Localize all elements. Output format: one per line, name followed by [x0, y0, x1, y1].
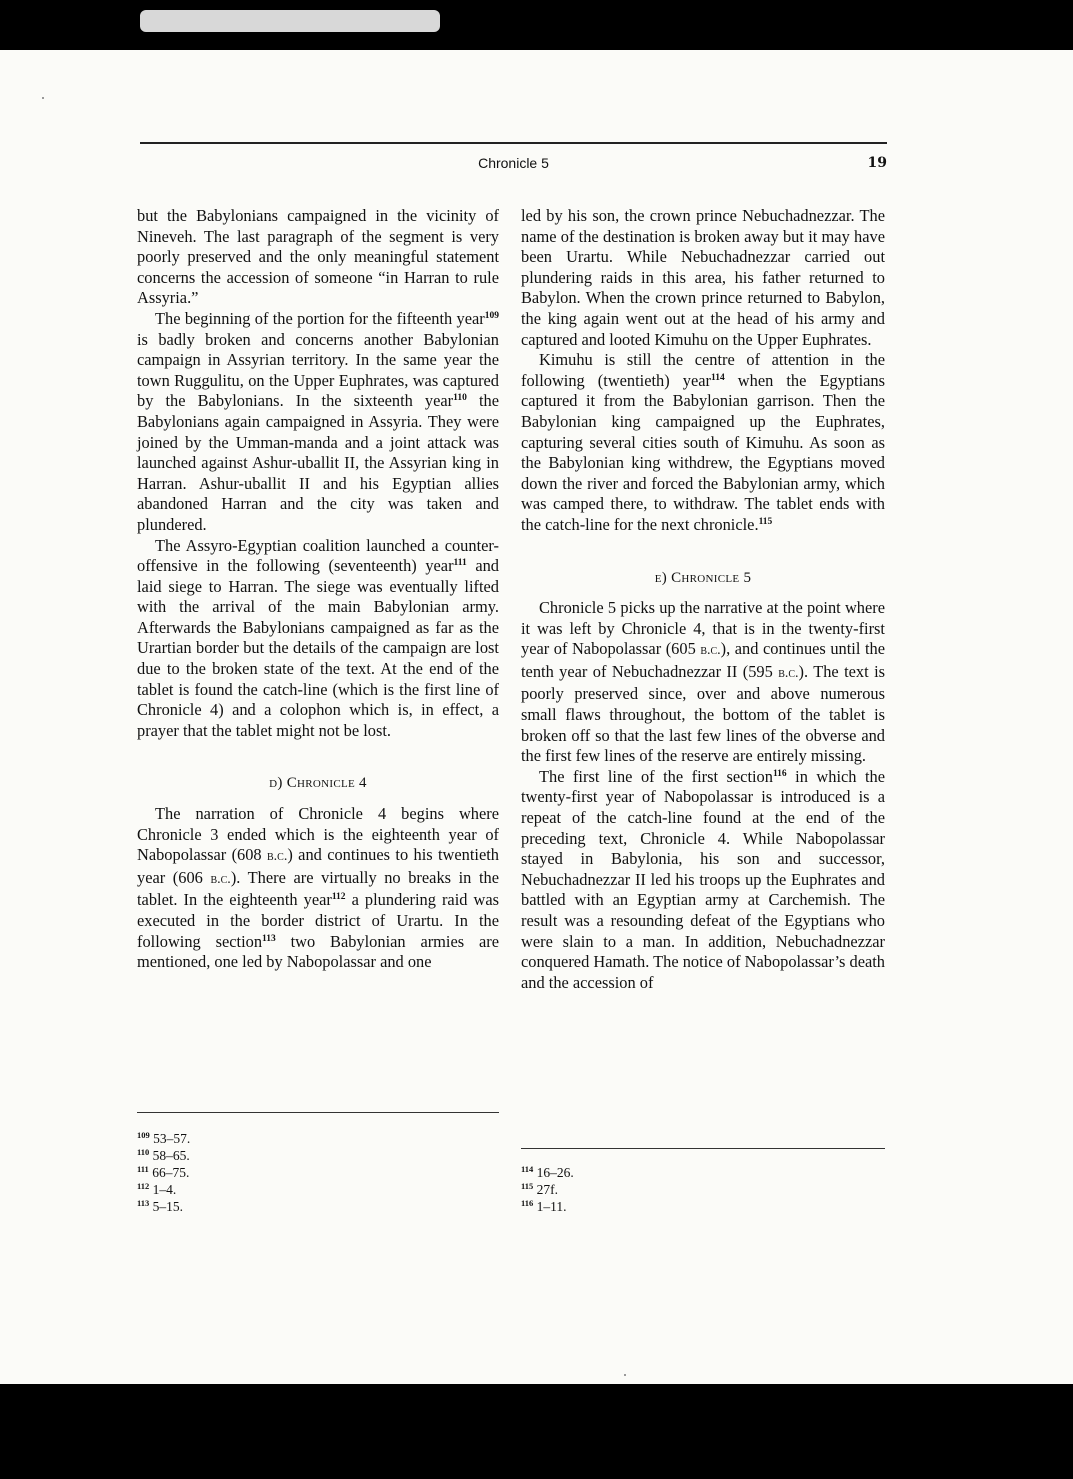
scan-border-top [0, 0, 1073, 50]
footnote: $^{114}$ 16–26. [521, 1164, 574, 1180]
footnote: $^{111}$ 66–75. [137, 1164, 190, 1180]
running-title: Chronicle 5 [478, 155, 549, 171]
section-heading: e) Chronicle 5 [654, 569, 752, 586]
running-header [140, 155, 887, 175]
footnotes-right [521, 1164, 574, 1215]
footnote-rule [137, 1112, 499, 1113]
footnote-ref: 116 [772, 768, 787, 779]
paragraph: led by his son, the crown prince Nebuchadnezzar. The name of the destination is broken away but it may have been Urartu. While Nebuchadnezzar carried out plundering raids in this area, his father returned to Babylon. When the crown prince returned to Babylon, the king again went out at the head of his army and captured and looted Kimuhu on the Upper Euphrates. [521, 206, 885, 349]
footnote: $^{112}$ 1–4. [137, 1181, 177, 1197]
paragraph: The narration of Chronicle 4 begins where Chronicle 3 ended which is the eighteenth year of Nabopolassar (608 b.c.) and continues to his twentieth year (606 b.c.). There are virtually no breaks in the tablet. In the eighteenth year$^{112}$ a plundering raid was executed in the border district of Urartu. In the following section$^{113}$ two Babylonian armies are mentioned, one led by Nabopolassar and one [137, 804, 499, 972]
paragraph: The Assyro-Egyptian coalition launched a counter-offensive in the following (seventeenth) year$^{111}$ and laid siege to Harran. The siege was eventually lifted with the arrival of the main Babylonian army. Afterwards the Babylonians campaigned as far as the Urartian border but the details of the campaign are lost due to the broken state of the text. At the end of the tablet is found the catch-line (which is the first line of Chronicle 4) and a colophon which is, in effect, a prayer that the tablet might not be lost. [137, 535, 499, 740]
footnote: $^{110}$ 58–65. [137, 1147, 190, 1163]
footnote: $^{116}$ 1–11. [521, 1198, 567, 1214]
footnote-ref: 111 [453, 558, 467, 569]
paragraph: Kimuhu is still the centre of attention in the following (twentieth) year$^{114}$ when the Egyptians captured it from the Babylonian garrison. Then the Babylonian king campaigned up the Euphrates, capturing several cities south of Kimuhu. As soon as the Babylonian king withdrew, the Egyptians moved down the river and forced the Babylonian army, which was camped there, to withdraw. The tablet ends with the catch-line for the next chronicle.$^{115}$ [521, 350, 885, 534]
scan-border-bottom [0, 1384, 1073, 1479]
scan-artifact [140, 10, 440, 32]
left-column [137, 206, 499, 973]
scan-speck [42, 97, 44, 99]
footnote-rule [521, 1148, 885, 1149]
footnote-ref: 112 [331, 892, 346, 903]
section-heading: d) Chronicle 4 [269, 775, 367, 792]
footnote: $^{115}$ 27f. [521, 1181, 559, 1197]
footnotes-left [137, 1130, 190, 1215]
paragraph: but the Babylonians campaigned in the vicinity of Nineveh. The last paragraph of the segment is very poorly preserved and the only meaningful statement concerns the accession of someone “in Harran to rule Assyria.” [137, 206, 499, 308]
footnote-ref: 115 [758, 516, 773, 527]
right-column [521, 206, 885, 993]
footnote-ref: 110 [453, 393, 467, 404]
paragraph: Chronicle 5 picks up the narrative at the point where it was left by Chronicle 4, that is in the twenty-first year of Nabopolassar (605 b.c.), and continues until the tenth year of Nebuchadnezzar II (595 b.c.). The text is poorly preserved since, over and above numerous small flaws throughout, the bottom of the tablet is broken off so that the last few lines of the obverse and the first few lines of the reserve are entirely missing. [521, 598, 886, 766]
paragraph: The beginning of the portion for the fifteenth year$^{109}$ is badly broken and concerns another Babylonian campaign in Assyrian territory. In the same year the town Ruggulitu, on the Upper Euphrates, was captured by the Babylonians. In the sixteenth year$^{110}$ the Babylonians again campaigned in Assyria. They were joined by the Umman-manda and a joint attack was launched against Ashur-uballit II, the Assyrian king in Harran. Ashur-uballit II and his Egyptian allies abandoned Harran and the city was taken and plundered. [137, 308, 500, 534]
paragraph: The first line of the first section$^{116}$ in which the twenty-first year of Nabopolassar is introduced is a repeat of the catch-line found at the end of the preceding text, Chronicle 4. While Nabopolassar stayed in Babylonia, his son and successor, Nebuchadnezzar II led his troops up the Euphrates and battled with an Egyptian army at Carchemish. The result was a resounding defeat of the Egyptians who were slain to a man. In addition, Nebuchadnezzar conquered Hamath. The notice of Nabopolassar’s death and the accession of [521, 766, 886, 992]
footnote-ref: 113 [262, 933, 276, 944]
header-rule [140, 142, 887, 144]
footnote: $^{113}$ 5–15. [137, 1198, 184, 1214]
page-number: 19 [867, 155, 887, 171]
footnote: $^{109}$ 53–57. [137, 1130, 191, 1146]
footnote-ref: 109 [484, 310, 499, 321]
scan-speck [624, 1374, 626, 1376]
footnote-ref: 114 [710, 372, 725, 383]
